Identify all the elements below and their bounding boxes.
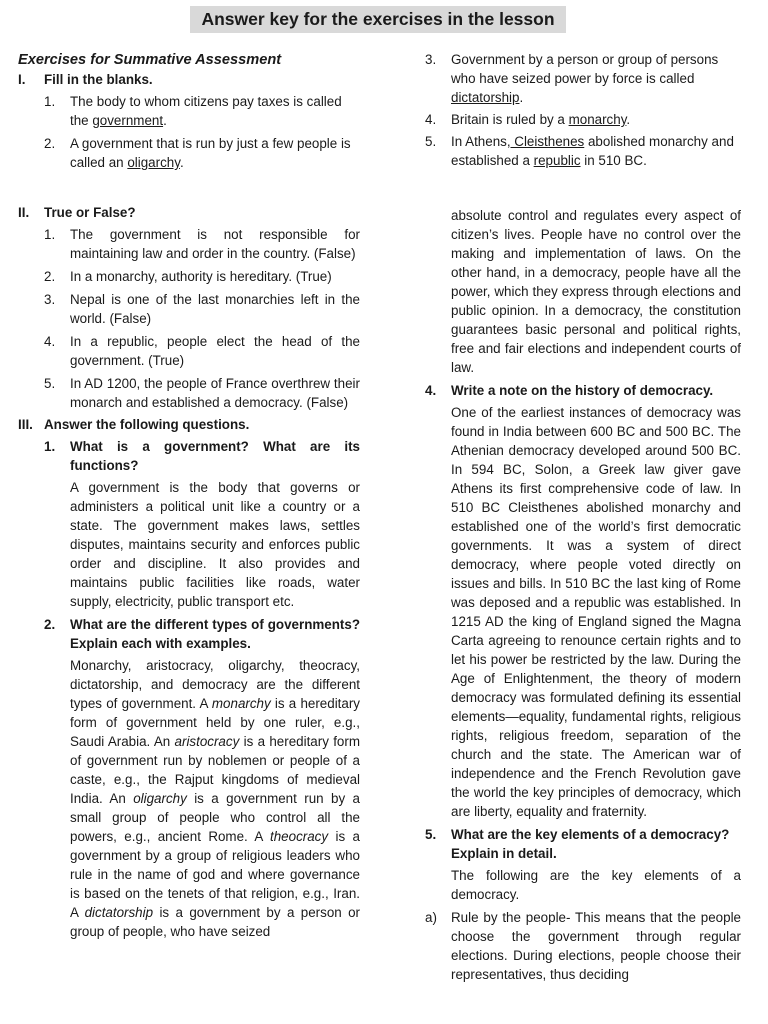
- blank-item-3: 3. Government by a person or group of persons who have seized power by force is called dictatorship.: [425, 52, 719, 105]
- answer-2-continued: absolute control and regulates every aspect of citizen’s lives. People have no control over the making and implementation of laws. On the other hand, in a democracy, people have all the power, which they express through elections and public opinion. In a democracy, the constitution guarantees basic personal and political rights, free and fair elections and independent courts of law.: [451, 208, 741, 375]
- tf-item-5: 5. In AD 1200, the people of France overthrew their monarch and established a democracy. (False): [44, 376, 360, 410]
- answer-2: Monarchy, aristocracy, oligarchy, theocracy, dictatorship, and democracy are the different types of government. A monarchy is a hereditary form of government held by one ruler, e.g., Saudi Arabia. An aristocracy is a hereditary form of government run by noblemen or people of a caste, e.g., the Rajput kingdoms of medieval India. An oligarchy is a government run by a small group of people who control all the powers, e.g., ancient Rome. A theocracy is a government by a group of religious leaders who rule in the name of god and where governance is based on the tenets of that religion, e.g., Iran. A dictatorship is a government by a person or group of people, who have seized: [70, 658, 360, 939]
- part1-title: Fill in the blanks.: [44, 72, 153, 87]
- blank-answer-4: monarchy: [568, 112, 627, 127]
- section-title: Exercises for Summative Assessment: [18, 52, 282, 68]
- blank-item-4: 4. Britain is ruled by a monarchy.: [425, 112, 631, 127]
- blank-answer-5a: , Cleisthenes: [506, 134, 585, 149]
- tf-item-1: 1. The government is not responsible for maintaining law and order in the country. (False): [44, 227, 360, 261]
- part2-heading: II. True or False?: [18, 205, 136, 220]
- tf-item-2: 2. In a monarchy, authority is hereditary. (True): [44, 269, 332, 284]
- question-4: 4. Write a note on the history of democracy.: [425, 383, 714, 398]
- blank-answer-1: government: [92, 113, 164, 128]
- blank-item-5: 5. In Athens, Cleisthenes abolished monarchy and established a republic in 510 BC.: [425, 134, 734, 168]
- blank-answer-5b: republic: [533, 153, 581, 168]
- question-5: 5. What are the key elements of a democracy? Explain in detail.: [425, 827, 730, 861]
- blank-item-1: 1. The body to whom citizens pay taxes is called the government.: [44, 94, 342, 128]
- blank-answer-3: dictatorship: [451, 90, 520, 105]
- part3-heading: III. Answer the following questions.: [18, 417, 250, 432]
- answer-5-intro: The following are the key elements of a democracy.: [451, 868, 741, 902]
- part1-number: I.: [18, 72, 26, 87]
- answer-4: One of the earliest instances of democracy was found in India between 600 BC and 500 BC. The Athenian democracy developed around 500 BC. In 594 BC, Solon, a Greek law giver gave Athens its first comprehensive code of law. In 510 BC Cleisthenes abolished monarchy and established one of the world’s first democratic governments. It was a system of direct democracy, where people voted directly on issues and bills. In 510 BC the last king of Rome was deposed and a republic was established. In 1215 AD the king of England signed the Magna Carta agreeing to renounce certain rights and to let his power be restricted by the law. During the Age of Enlightenment, the theory of modern democracy was formulated defining its essential elements—equality, fundamental rights, religious rights, religious freedom, separation of the church and the state. The American war of independence and the French Revolution gave the world the key principles of democracy, which are liberty, equality and fraternity.: [451, 405, 741, 819]
- blank-answer-2: oligarchy: [127, 155, 180, 170]
- blank-item-2: 2. A government that is run by just a few people is called an oligarchy.: [44, 136, 351, 170]
- right-column: [425, 50, 741, 984]
- answer-1: A government is the body that governs or administers a political unit like a country or a state. The government makes laws, settles disputes, maintains security and enforces public order and discipline. It also provides and maintains public facilities like roads, water supply, electricity, public transport etc.: [70, 480, 360, 609]
- question-2: 2. What are the different types of governments? Explain each with examples.: [44, 617, 360, 651]
- tf-item-4: 4. In a republic, people elect the head of the government. (True): [44, 334, 360, 368]
- page-title: Answer key for the exercises in the lesson: [190, 6, 566, 33]
- tf-item-3: 3. Nepal is one of the last monarchies left in the world. (False): [44, 292, 360, 326]
- question-1: 1. What is a government? What are its functions?: [44, 439, 360, 473]
- left-column: [18, 50, 360, 941]
- answer-5-point-a: a) Rule by the people- This means that the people choose the government through regular elections. During elections, people choose their representatives, thus deciding: [425, 910, 741, 982]
- part1-heading: [18, 70, 360, 89]
